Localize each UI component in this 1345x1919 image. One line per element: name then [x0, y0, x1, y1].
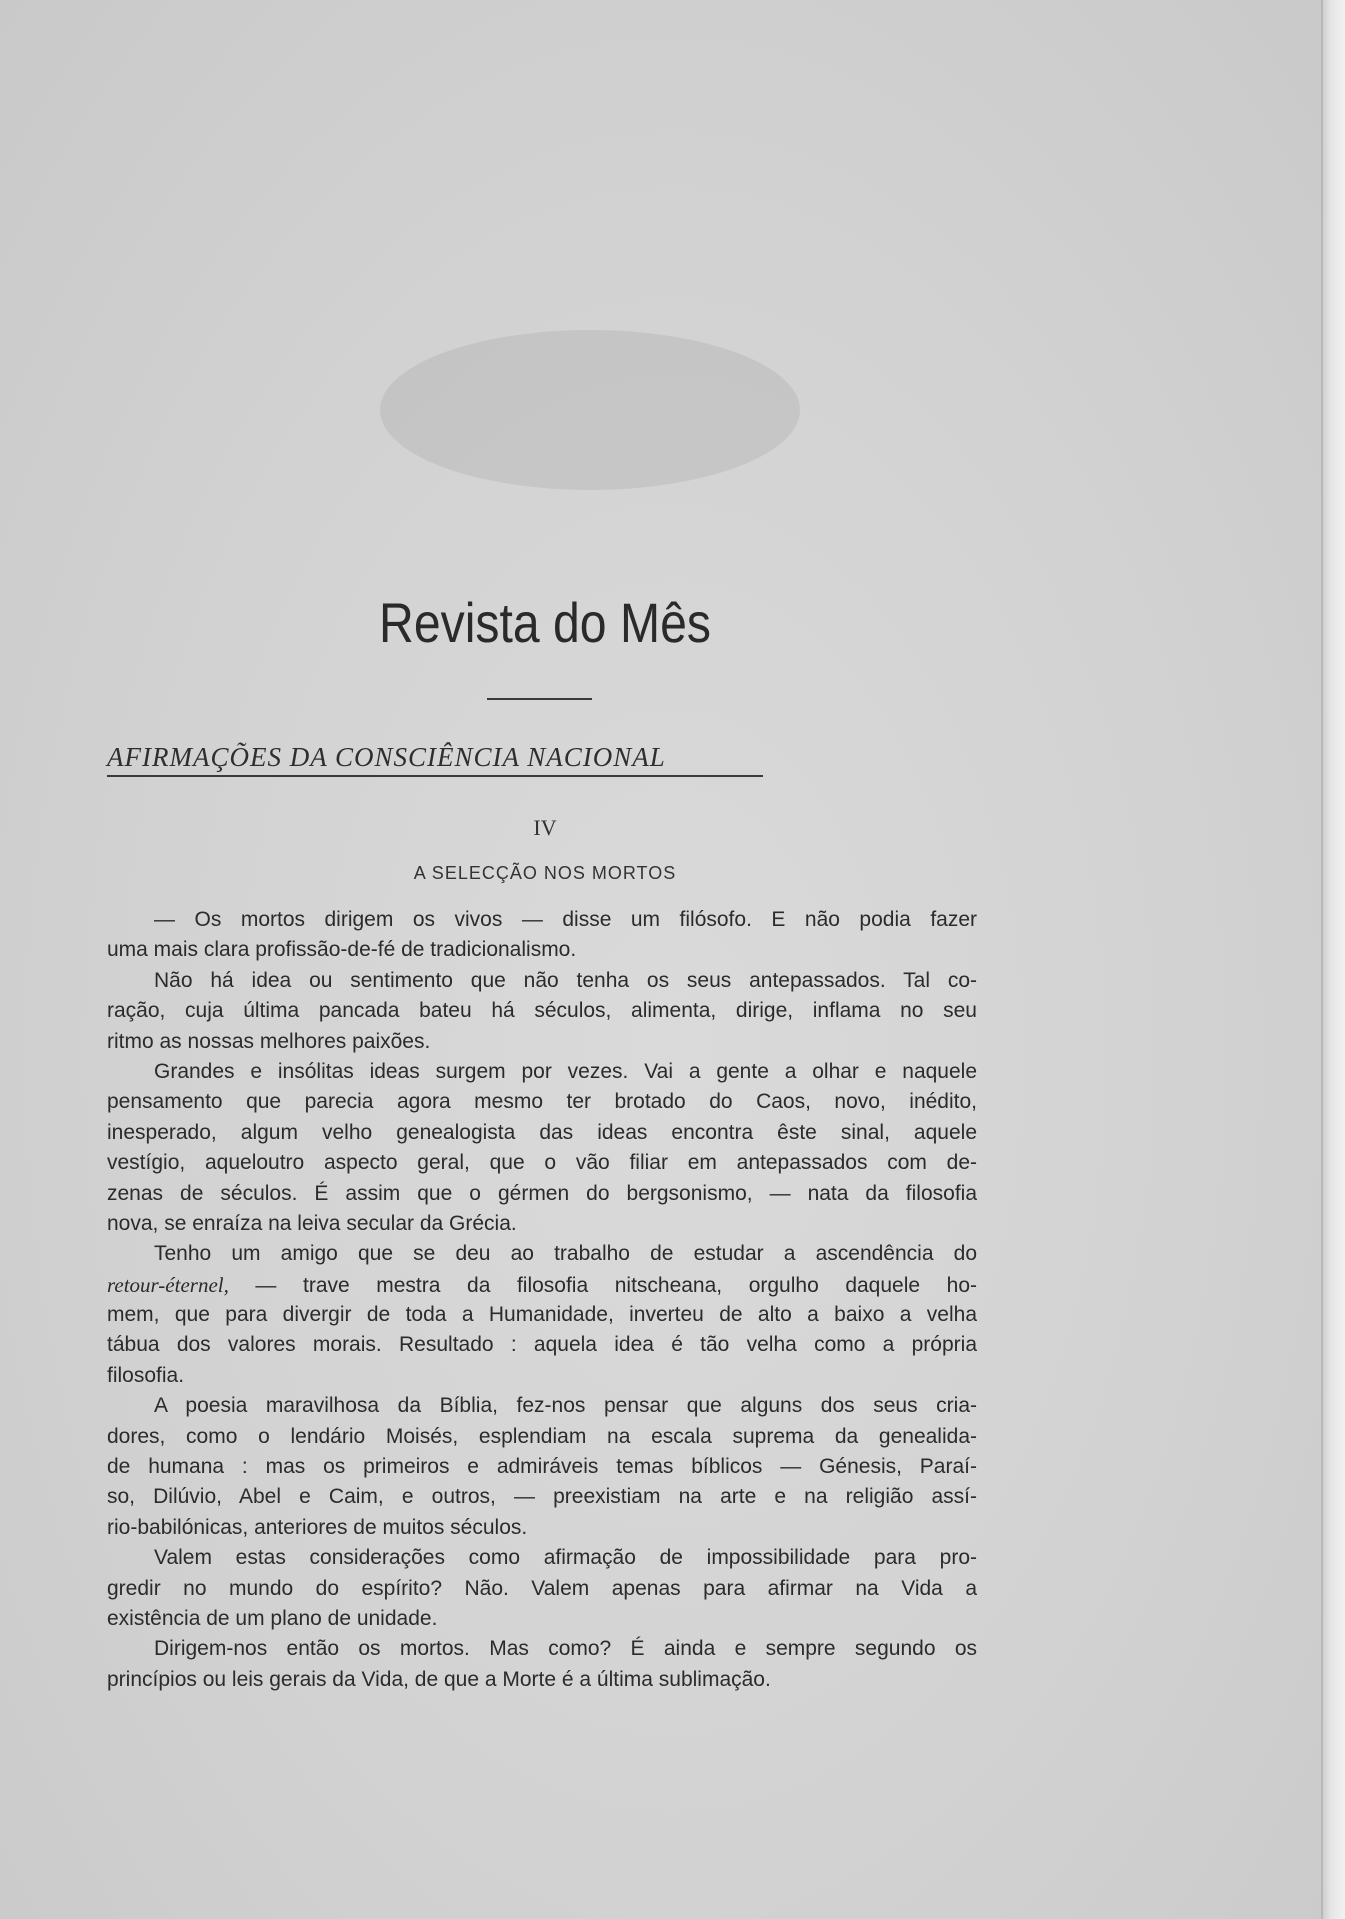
page-stain: [380, 330, 800, 490]
body-line: dores, como o lendário Moisés, esplendiam na escala suprema da genealida-: [107, 1424, 977, 1448]
body-line: filosofia.: [107, 1363, 185, 1387]
body-line: gredir no mundo do espírito? Não. Valem apenas para afirmar na Vida a: [107, 1576, 977, 1600]
body-line: nova, se enraíza na leiva secular da Grécia.: [107, 1211, 517, 1235]
title-divider: [487, 698, 592, 700]
section-heading-underline: [107, 775, 763, 777]
section-heading: AFIRMAÇÕES DA CONSCIÊNCIA NACIONAL: [107, 742, 666, 772]
chapter-subheading: A SELECÇÃO NOS MORTOS: [413, 863, 677, 883]
body-line: ração, cuja última pancada bateu há séculos, alimenta, dirige, inflama no seu: [107, 999, 977, 1023]
body-line: rio-babilónicas, anteriores de muitos séculos.: [107, 1515, 528, 1539]
body-line: tábua dos valores morais. Resultado : aquela idea é tão velha como a própria: [107, 1333, 977, 1357]
body-line: inesperado, algum velho genealogista das ideas encontra êste sinal, aquele: [107, 1120, 977, 1144]
body-line: existência de um plano de unidade.: [107, 1606, 438, 1630]
body-line: A poesia maravilhosa da Bíblia, fez-nos pensar que alguns dos seus cria-: [154, 1394, 977, 1418]
body-line: retour-éternel, — trave mestra da filosofia nitscheana, orgulho daquele ho-: [107, 1272, 977, 1297]
body-line: Tenho um amigo que se deu ao trabalho de estudar a ascendência do: [154, 1242, 977, 1266]
body-line: princípios ou leis gerais da Vida, de que a Morte é a última sublimação.: [107, 1667, 771, 1691]
body-line: Dirigem-nos então os mortos. Mas como? É ainda e sempre segundo os: [154, 1637, 977, 1661]
body-line: vestígio, aqueloutro aspecto geral, que o vão filiar em antepassados com de-: [107, 1151, 977, 1175]
body-line: so, Dilúvio, Abel e Caim, e outros, — preexistiam na arte e na religião assí-: [107, 1485, 977, 1509]
page-title: Revista do Mês: [379, 591, 711, 654]
body-line: Valem estas considerações como afirmação de impossibilidade para pro-: [154, 1546, 977, 1570]
body-line: ritmo as nossas melhores paixões.: [107, 1029, 431, 1053]
body-line: Grandes e insólitas ideas surgem por vezes. Vai a gente a olhar e naquele: [154, 1059, 977, 1083]
body-line: zenas de séculos. É assim que o gérmen do bergsonismo, — nata da filosofia: [107, 1181, 977, 1205]
body-line: mem, que para divergir de toda a Humanidade, inverteu de alto a baixo a velha: [107, 1303, 977, 1327]
chapter-number: IV: [533, 815, 557, 840]
body-line: pensamento que parecia agora mesmo ter brotado do Caos, novo, inédito,: [107, 1090, 977, 1114]
body-line: — Os mortos dirigem os vivos — disse um filósofo. E não podia fazer: [154, 908, 977, 931]
body-line: Não há idea ou sentimento que não tenha os seus antepassados. Tal co-: [154, 968, 977, 992]
article-body: [107, 905, 977, 1695]
page-edge: [1323, 0, 1345, 1919]
body-line: uma mais clara profissão-de-fé de tradicionalismo.: [107, 938, 577, 962]
body-line: de humana : mas os primeiros e admiráveis temas bíblicos — Génesis, Paraí-: [107, 1455, 977, 1479]
